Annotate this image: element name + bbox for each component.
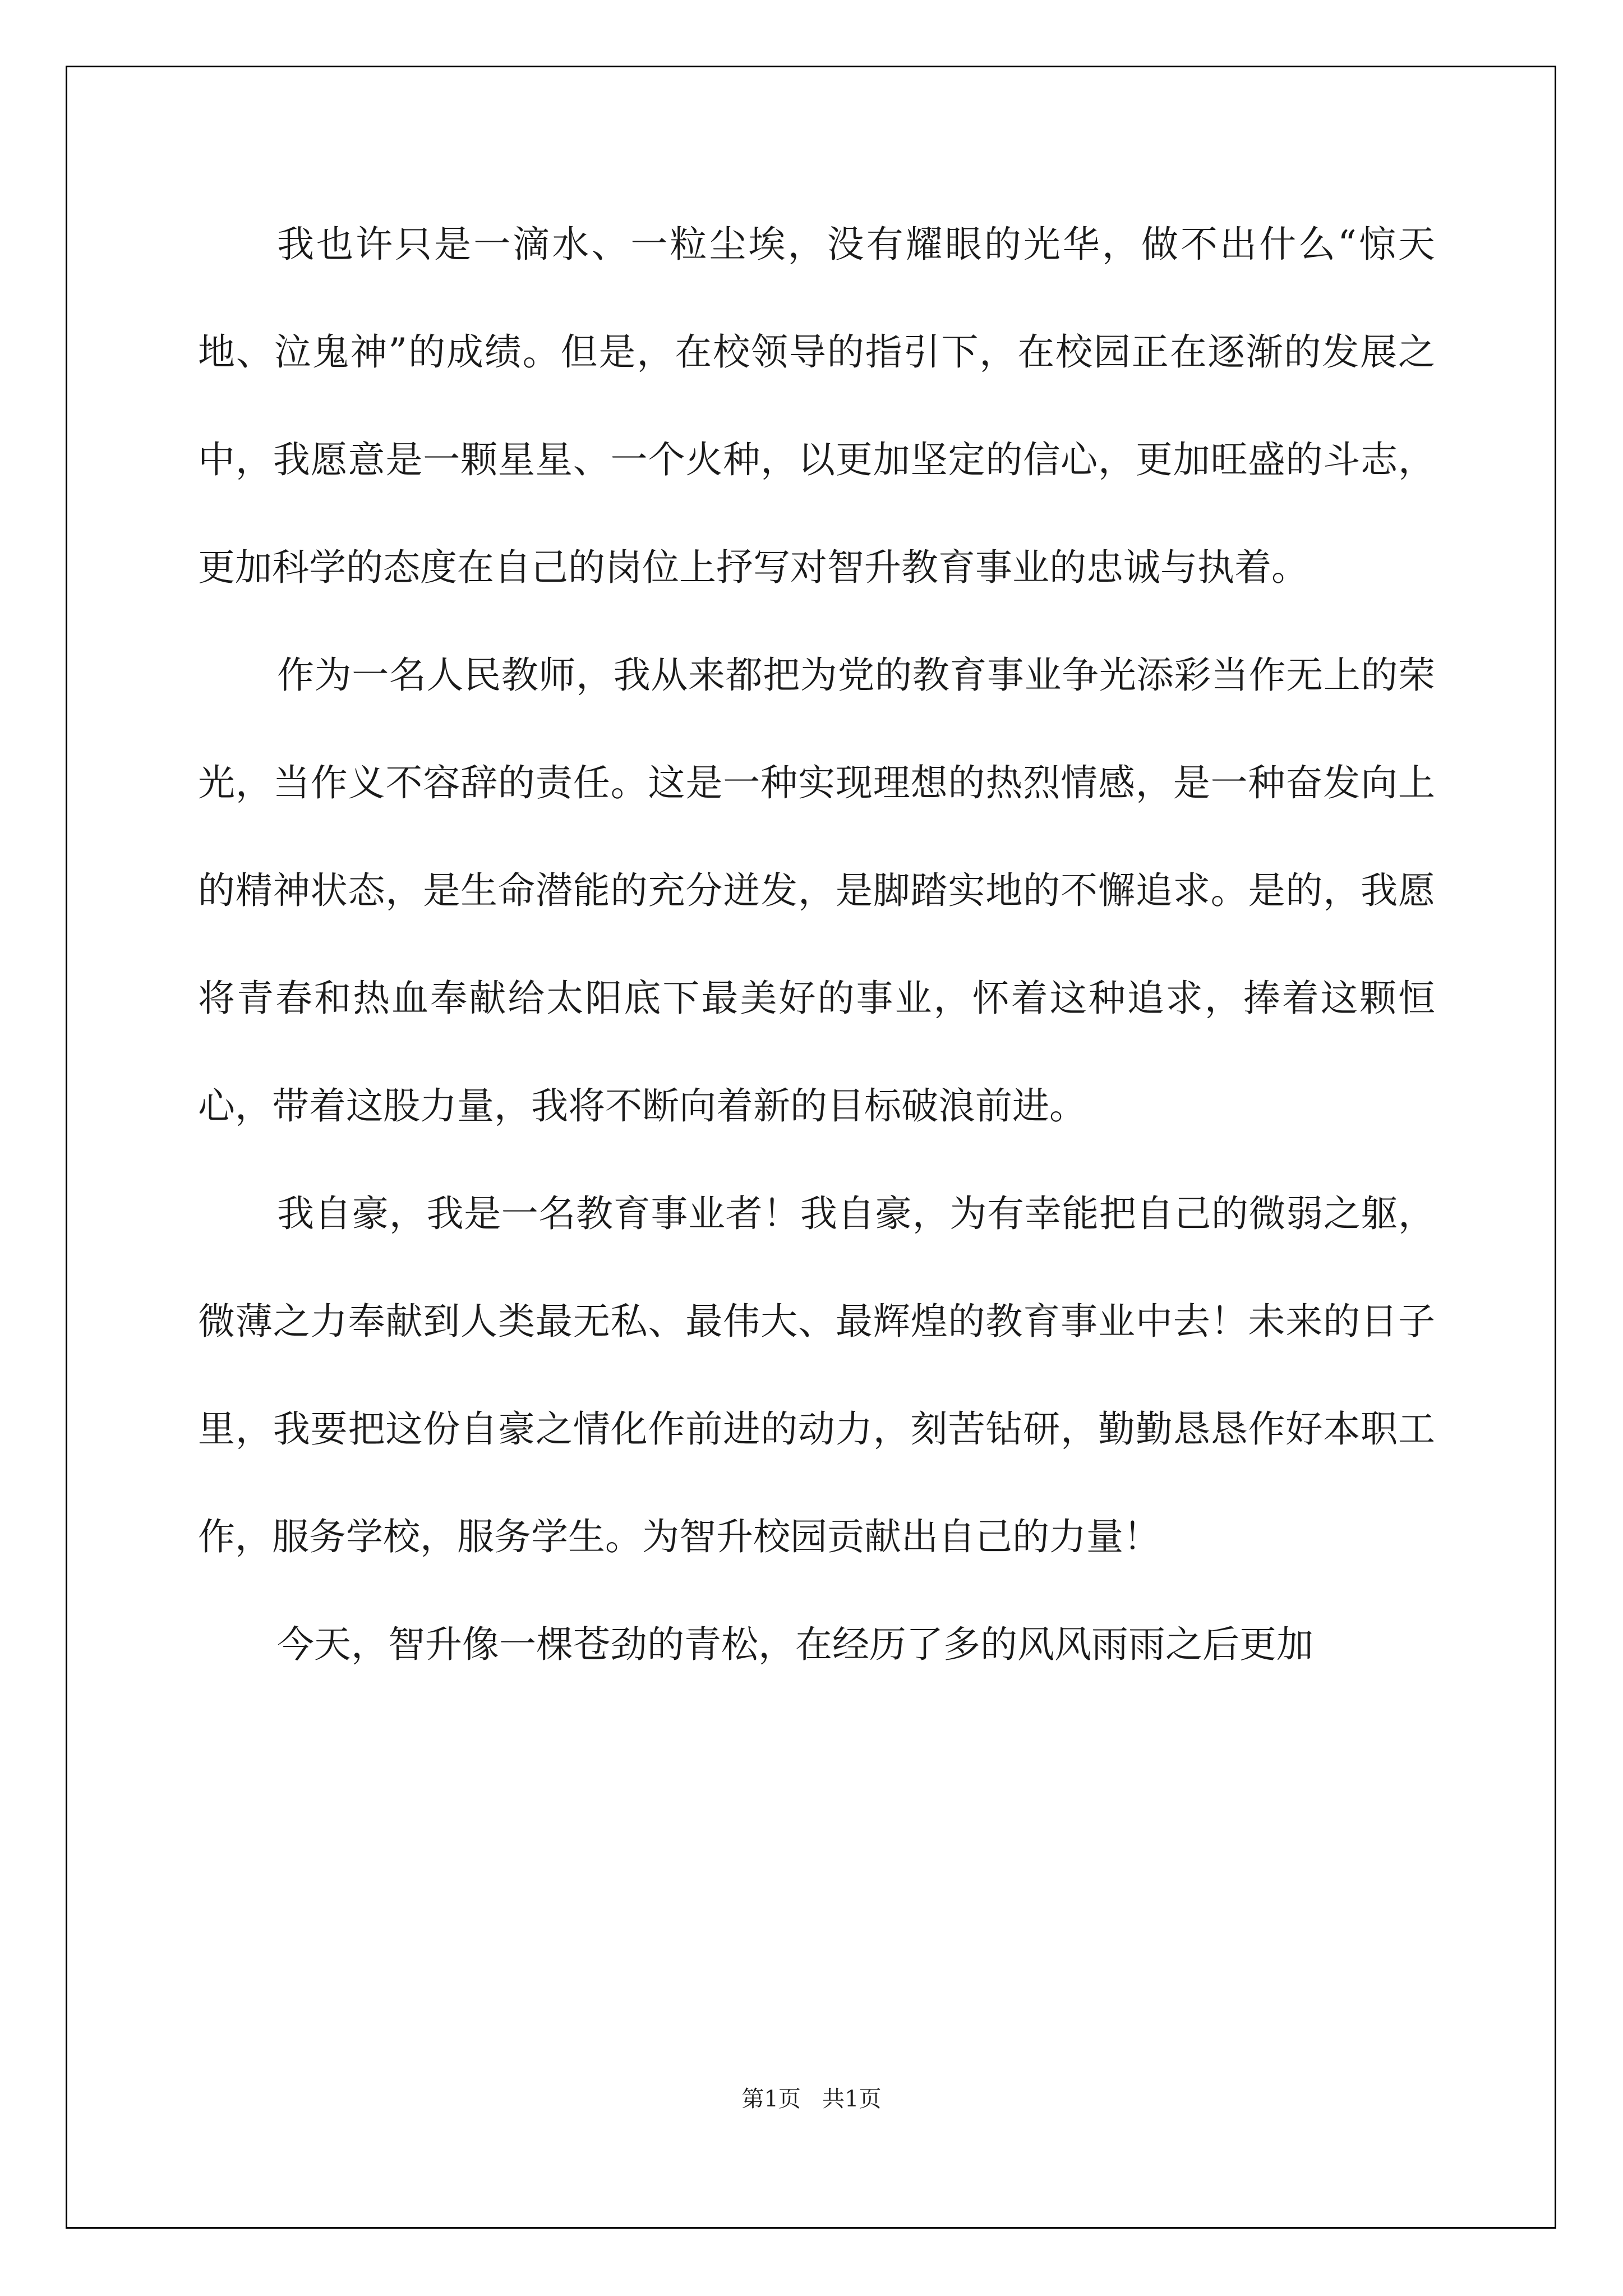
document-body	[198, 191, 1435, 1699]
page-footer: 第1页 共1页	[741, 2086, 882, 2112]
paragraph-3: 我自豪，我是一名教育事业者！我自豪，为有幸能把自己的微弱之躯，微薄之力奉献到人类最无私、最伟大、最辉煌的教育事业中去！未来的日子里，我要把这份自豪之情化作前进的动力，刻苦钻研，勤勤恳恳作好本职工作，服务学校，服务学生。为智升校园贡献出自己的力量！	[198, 1192, 1435, 1558]
paragraph-2: 作为一名人民教师，我从来都把为党的教育事业争光添彩当作无上的荣光，当作义不容辞的责任。这是一种实现理想的热烈情感，是一种奋发向上的精神状态，是生命潜能的充分迸发，是脚踏实地的不懈追求。是的，我愿将青春和热血奉献给太阳底下最美好的事业，怀着这种追求，捧着这颗恒心，带着这股力量，我将不断向着新的目标破浪前进。	[198, 654, 1435, 1128]
paragraph-1: 我也许只是一滴水、一粒尘埃，没有耀眼的光华，做不出什么“惊天地、泣鬼神”的成绩。但是，在校领导的指引下，在校园正在逐渐的发展之中，我愿意是一颗星星、一个火种，以更加坚定的信心，更加旺盛的斗志，更加科学的态度在自己的岗位上抒写对智升教育事业的忠诚与执着。	[198, 223, 1435, 589]
paragraph-4: 今天，智升像一棵苍劲的青松，在经历了多的风风雨雨之后更加	[277, 1623, 1313, 1666]
